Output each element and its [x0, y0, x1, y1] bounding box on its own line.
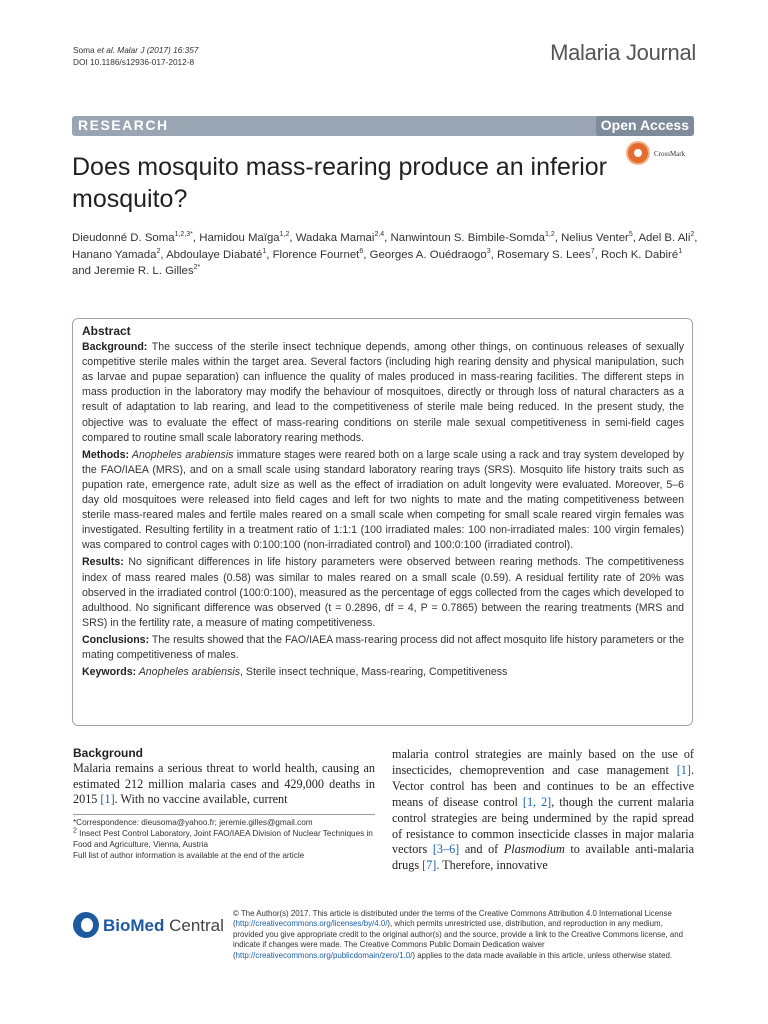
article-title: Does mosquito mass-rearing produce an inferior mosquito?	[72, 153, 607, 213]
abstract-results	[82, 555, 684, 630]
section-banner	[72, 116, 694, 136]
affiliation	[73, 829, 375, 851]
body-paragraph	[73, 761, 375, 808]
license-link[interactable]: http://creativecommons.org/licenses/by/4.0/	[235, 919, 388, 929]
body-text: malaria control strategies are mainly based on the use of insecticides, chemoprevention and case management	[392, 747, 694, 777]
conclusions-text: The results showed that the FAO/IAEA mass-rearing process did not affect mosquito life history parameters or the mating competitiveness of males.	[82, 633, 684, 661]
body-text: , though the current malaria control strategies are being undermined by the rapid spread of resistance to common insecticide classes in major malaria vectors	[392, 794, 694, 857]
license-paragraph	[233, 909, 695, 961]
author-affiliation: 1,2	[545, 231, 555, 239]
license-statement	[233, 909, 695, 961]
biomed-central-logo-icon	[73, 912, 99, 938]
abstract-background	[82, 340, 684, 446]
section-label: RESEARCH	[78, 117, 169, 133]
background-heading: Background	[73, 746, 144, 760]
author-affiliation: 1	[262, 247, 267, 255]
crossmark-label: CrossMark	[654, 150, 686, 158]
affiliation-text: Insect Pest Control Laboratory, Joint FAO/IAEA Division of Nuclear Techniques in Food and Agriculture, Vienna, Austria	[73, 828, 373, 849]
doi[interactable]: DOI 10.1186/s12936-017-2012-8	[73, 57, 195, 67]
methods-text: immature stages were reared both on a large scale using a rack and tray system developed by the FAO/IAEA (MRS), and on a small scale using standard laboratory rearing trays (SRS). Mosquito life history traits such as pupation rate, emergence rate, adult size as well as the effect of irradiation on adult longevity were evaluated. Moreover, 5–6 day old mosquitoes were released into field cages and left for two nights to mate and the mating competitiveness between sterile mass-reared males and fertile males reared on a small scale when competing for small scale reared virgin females was investigated. Resulting fertility in a treatment ratio of 1:1:1 (100 irradiated males: 100 non-irradiated males: 100 virgin females) was compared to control cages with 0:100:100 (non-irradiated control) and 100:0:100 (irradiated control).	[82, 448, 684, 552]
license-text: ), which permits unrestricted use, distribution, and reproduction in any medium, provided you give appropriate credit to the original author(s) and the source, provide a link to the Creative Commons license, and indicate if changes were made. The Creative Commons Public Domain Dedication waiver (	[233, 919, 684, 960]
correspondence: *Correspondence: dieusoma@yahoo.fr; jeremie.gilles@gmail.com	[73, 818, 313, 827]
methods-species: Anopheles arabiensis	[129, 448, 234, 461]
body-column-right	[392, 747, 694, 874]
author-name: Adel B. Ali	[638, 232, 691, 244]
reference-link[interactable]: [7]	[422, 858, 437, 873]
author-affiliation: 2*	[193, 264, 201, 272]
publisher-logo	[73, 908, 223, 944]
body-text: and of	[459, 842, 504, 857]
abstract-heading: Abstract	[82, 324, 131, 338]
author-affiliation: 1	[678, 247, 683, 255]
body-paragraph	[392, 747, 694, 874]
author-list: Dieudonné D. Soma$^{1,2,3*}$, Hamidou Maïga$^{1,2}$, Wadaka Mamai$^{2,4}$, Nanwintoun S. Bimbile-Somda$^{1,2}$, Nelius Venter$^5$, Adel B. Ali$^2$, Hanano Yamada$^2$, Abdoulaye Diabaté$^1$, Florence Fournet$^6$, Georges A. Ouédraogo$^3$, Rosemary S. Lees$^7$, Roch K. Dabiré$^1$ and Jeremie R. L. Gilles$^{2*}$	[72, 231, 698, 277]
citation-authors: Soma	[73, 45, 97, 55]
conclusions-label: Conclusions:	[82, 633, 150, 646]
publisher-name	[103, 916, 224, 936]
reference-link[interactable]: [1, 2]	[522, 794, 552, 809]
author-affiliation: 2,4	[374, 231, 385, 239]
reference-link[interactable]: [1]	[676, 762, 691, 777]
author-affiliation: 6	[359, 247, 364, 255]
results-text: No significant differences in life history parameters were observed between rearing methods. The competitiveness index of mass reared males (0.58) was similar to males reared on a small scale (0.59). A residual fertility rate of 20% was observed in the irradiated control (100:0:100), measured as the percentage of eggs collected from the cages which developed to adulthood. No significant difference was observed (t = 0.2896, df = 4, P = 0.7865) between the rearing treatments (MRS and SRS) in the fertility rate, a measure of mating competitiveness.	[82, 556, 684, 629]
publisher-name-regular: Central	[164, 916, 224, 935]
abstract-keywords	[82, 665, 684, 680]
citation-journal: et al. Malar J (2017) 16:357	[96, 45, 199, 55]
waiver-link[interactable]: http://creativecommons.org/publicdomain/zero/1.0/	[235, 950, 413, 960]
background-label: Background:	[82, 341, 148, 354]
author-name: Nelius Venter	[561, 232, 629, 244]
body-column-left	[73, 745, 375, 808]
author-name: Hanano Yamada	[72, 248, 157, 261]
author-affiliation: 2	[156, 247, 161, 255]
body-text: . Vector control has been and continues to be an effective means of disease control	[392, 762, 694, 809]
background-text: The success of the sterile insect technique depends, among other things, on continuous releases of sexually competitive sterile males within the target area. Several factors (including high rearing density and physical manipulation, such as larvae and pupae separation) can influence the quality of males produced in mass-rearing facilities. The different steps in mass production in the laboratory may modify the behaviour of mosquitoes, directly or through loss of natural characters as a result of adaptation to lab rearing, and lead to the competitiveness of sterile male being reduced. In the present study, the objective was to evaluate the effect of mass-rearing conditions on sterile male sexual competitiveness in semi-field cages compared to routine small scale laboratory rearing methods.	[82, 341, 684, 444]
author-name: Dieudonné D. Soma	[72, 232, 175, 244]
author-info-note: Full list of author information is available at the end of the article	[73, 850, 305, 860]
open-access-badge: Open Access	[596, 116, 694, 136]
abstract-box	[72, 318, 693, 726]
article-citation	[73, 44, 198, 68]
crossmark-button[interactable]	[626, 141, 696, 169]
reference-link[interactable]: [1]	[100, 792, 115, 807]
author-name: Jeremie R. L. Gilles	[94, 265, 194, 277]
keywords-label: Keywords:	[82, 666, 137, 679]
keywords-text: , Sterile insect technique, Mass-rearing, Competitiveness	[240, 666, 508, 679]
keywords-species: Anopheles arabiensis	[136, 666, 241, 679]
author-name: Wadaka Mamai	[295, 232, 375, 244]
author-name: Abdoulaye Diabaté	[166, 248, 263, 261]
results-label: Results:	[82, 556, 124, 569]
author-name: Nanwintoun S. Bimbile-Somda	[390, 232, 545, 244]
author-name: Florence Fournet	[272, 248, 360, 261]
license-text: ) applies to the data made available in this article, unless otherwise stated.	[412, 950, 673, 960]
journal-name: Malaria Journal	[550, 40, 696, 65]
methods-label: Methods:	[82, 448, 130, 461]
author-name: Rosemary S. Lees	[496, 248, 591, 261]
body-text: to available anti-malaria drugs	[392, 842, 695, 873]
author-name: Georges A. Ouédraogo	[369, 248, 487, 261]
author-affiliation: 3	[486, 247, 491, 255]
author-affiliation: 1,2	[279, 231, 290, 239]
author-affiliation: 7	[590, 247, 595, 255]
abstract-methods	[82, 448, 684, 554]
reference-link[interactable]: [3–6]	[432, 842, 460, 857]
author-affiliation: 2	[690, 231, 695, 239]
footnote-divider	[73, 814, 375, 815]
footnotes	[73, 818, 375, 862]
license-text: © The Author(s) 2017. This article is distributed under the terms of the Creative Commons Attribution 4.0 International License (	[233, 909, 672, 929]
body-text: Malaria remains a serious threat to world health, causing an estimated 212 million malaria cases and 429,000 deaths in 2015	[73, 761, 375, 807]
publisher-name-bold: BioMed	[103, 916, 165, 935]
body-text: . With no vaccine available, current	[114, 792, 288, 807]
body-text: . Therefore, innovative	[436, 858, 548, 873]
author-name: Hamidou Maïga	[199, 232, 280, 244]
genus-name: Plasmodium	[503, 842, 565, 857]
author-affiliation: 1,2,3*	[174, 231, 193, 239]
author-affiliation: 5	[628, 231, 633, 239]
abstract-conclusions	[82, 633, 684, 663]
affiliation-number: 2	[73, 827, 77, 835]
author-name: Roch K. Dabiré	[600, 248, 679, 261]
